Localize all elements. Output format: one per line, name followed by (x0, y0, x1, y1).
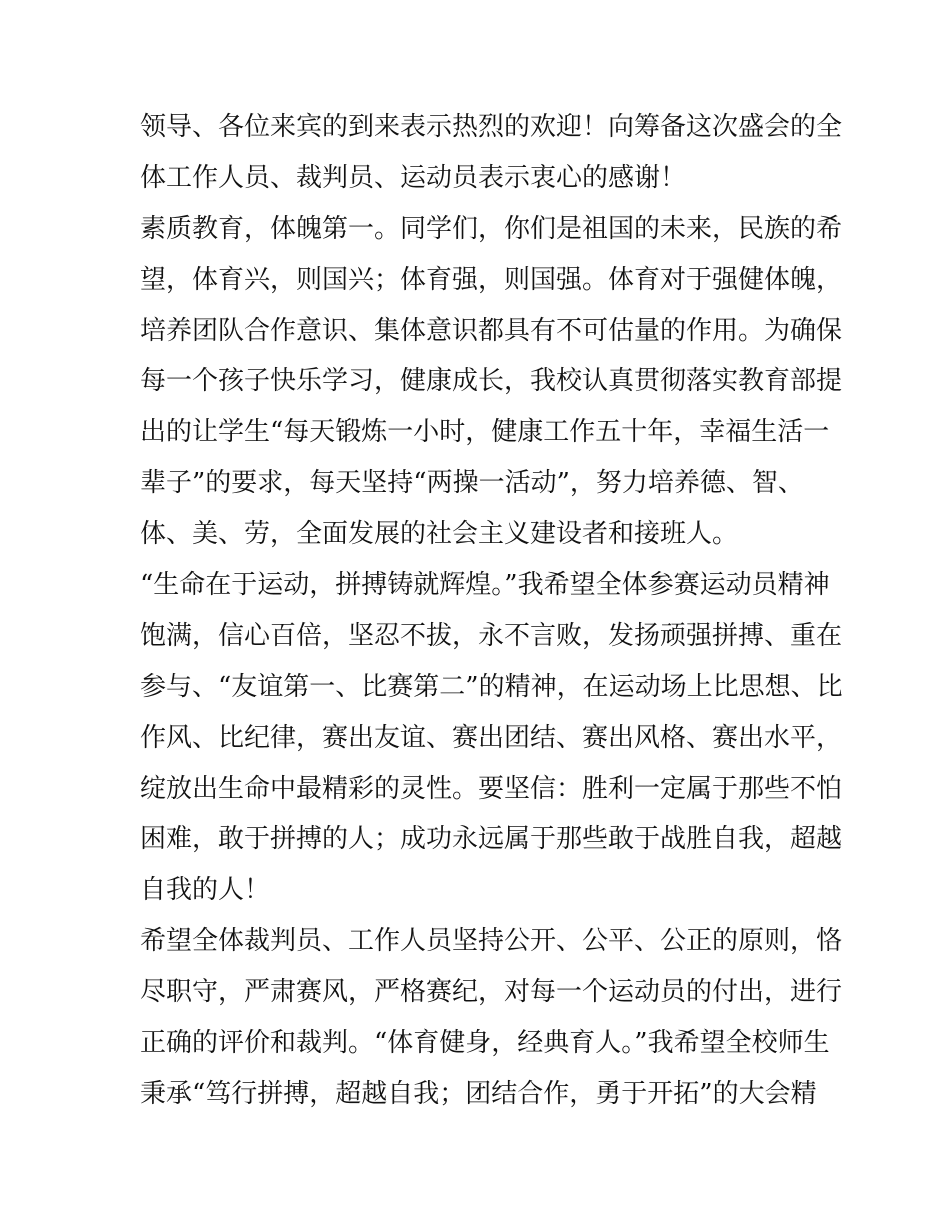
text-line: 每一个孩子快乐学习，健康成长，我校认真贯彻落实教育部提 (140, 366, 843, 397)
text-line: 自我的人！ (140, 875, 271, 906)
text-line: 辈子”的要求，每天坚持“两操一活动”，努力培养德、智、 (140, 468, 804, 499)
text-line: 秉承“笃行拼搏，超越自我；团结合作，勇于开拓”的大会精 (140, 1078, 817, 1109)
text-line: 望，体育兴，则国兴；体育强，则国强。体育对于强健体魄， (140, 264, 843, 295)
text-line: 体工作人员、裁判员、运动员表示衷心的感谢！ (140, 162, 687, 193)
text-line: 作风、比纪律，赛出友谊、赛出团结、赛出风格、赛出水平， (140, 722, 843, 753)
text-line: 体、美、劳，全面发展的社会主义建设者和接班人。 (140, 519, 739, 550)
text-line: 正确的评价和裁判。“体育健身，经典育人。”我希望全校师生 (140, 1028, 830, 1059)
text-line: 绽放出生命中最精彩的灵性。要坚信：胜利一定属于那些不怕 (140, 773, 843, 804)
text-line: “生命在于运动，拼搏铸就辉煌。”我希望全体参赛运动员精神 (140, 570, 830, 601)
speech-text (140, 102, 843, 1120)
text-line: 困难，敢于拼搏的人；成功永远属于那些敢于战胜自我，超越 (140, 824, 843, 855)
text-line: 尽职守，严肃赛风，严格赛纪，对每一个运动员的付出，进行 (140, 977, 843, 1008)
text-line: 出的让学生“每天锻炼一小时，健康工作五十年，幸福生活一 (140, 417, 830, 448)
text-line: 希望全体裁判员、工作人员坚持公开、公平、公正的原则，恪 (140, 926, 843, 957)
text-line: 培养团队合作意识、集体意识都具有不可估量的作用。为确保 (140, 315, 843, 346)
text-line: 领导、各位来宾的到来表示热烈的欢迎！向筹备这次盛会的全 (140, 112, 843, 142)
text-line: 饱满，信心百倍，坚忍不拔，永不言败，发扬顽强拼搏、重在 (140, 620, 843, 651)
text-line: 素质教育，体魄第一。同学们，你们是祖国的未来，民族的希 (140, 213, 843, 244)
text-line: 参与、“友谊第一、比赛第二”的精神，在运动场上比思想、比 (140, 671, 843, 702)
